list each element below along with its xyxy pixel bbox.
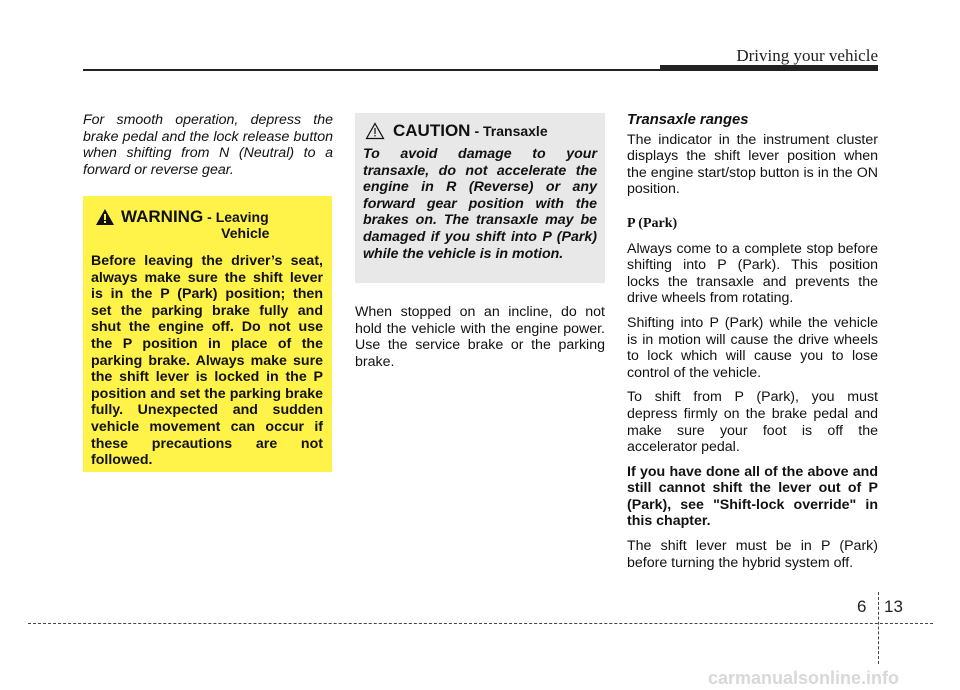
caution-box	[355, 113, 605, 283]
warning-body: Before leaving the driver’s seat, always make sure the shift lever is in the P (Park) position; then set the parking brake fully and shut the engine off. Do not use the P position in place of the parking brake. Always make sure the shift lever is locked in the P position and set the parking brake fully. Unexpected and sudden vehicle movement can occur if these precautions are not followed.	[91, 253, 323, 469]
header-rule-accent	[660, 65, 878, 71]
right-column	[627, 112, 878, 579]
caution-header	[365, 121, 548, 141]
warning-subtitle-line1: - Leaving	[207, 209, 269, 225]
intro-paragraph	[83, 112, 333, 186]
park-paragraph-3: To shift from P (Park), you must depress firmly on the brake pedal and make sure your foot is off the accelerator pedal.	[627, 389, 878, 456]
warning-header	[95, 207, 269, 241]
header-rule	[83, 69, 661, 71]
park-heading: P (Park)	[627, 215, 678, 231]
caution-triangle-icon	[365, 122, 385, 140]
section-title: Driving your vehicle	[736, 46, 878, 65]
transaxle-intro: The indicator in the instrument cluster displays the shift lever position when the engine start/stop button is in the ON position.	[627, 131, 878, 198]
caution-title: CAUTION	[393, 121, 471, 140]
caution-body: To avoid damage to your transaxle, do not accelerate the engine in R (Reverse) or any forward gear position with the brakes on. The transaxle may be damaged if you shift into P (Park) while the vehicle is in motion.	[363, 146, 597, 262]
park-paragraph-1: Always come to a complete stop before shifting into P (Park). This position locks the transaxle and prevents the drive wheels from rotating.	[627, 240, 878, 307]
incline-text: When stopped on an incline, do not hold the vehicle with the engine power. Use the service brake or the parking brake.	[355, 304, 605, 370]
park-paragraph-2: Shifting into P (Park) while the vehicle is in motion will cause the drive wheels to lock which will cause you to lose control of the vehicle.	[627, 314, 878, 381]
warning-title: WARNING	[121, 207, 204, 226]
warning-box	[83, 196, 332, 472]
caution-subtitle: - Transaxle	[474, 123, 548, 139]
intro-text: For smooth operation, depress the brake pedal and the lock release button when shifting from N (Neutral) to a forward or reverse gear.	[83, 112, 333, 178]
footer-rule	[28, 623, 933, 624]
park-paragraph-5: The shift lever must be in P (Park) before turning the hybrid system off.	[627, 538, 878, 571]
transaxle-ranges-heading: Transaxle ranges	[627, 112, 749, 128]
warning-triangle-icon	[95, 208, 115, 226]
chapter-number: 6	[857, 597, 867, 616]
footer-divider	[878, 592, 879, 664]
park-paragraph-4: If you have done all of the above and still cannot shift the lever out of P (Park), see "Shift-lock override" in this chapter.	[627, 463, 878, 530]
warning-subtitle-line2: Vehicle	[221, 225, 270, 241]
incline-paragraph	[355, 304, 605, 378]
watermark: carmanualsonline.info	[708, 668, 900, 688]
warning-subtitle	[207, 209, 269, 241]
page-number: 13	[884, 597, 903, 616]
